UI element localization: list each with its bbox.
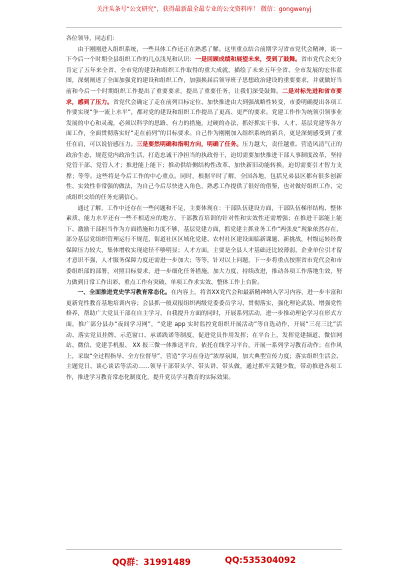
qq-contact-text: QQ:535304092 (224, 556, 296, 566)
footer-divider (66, 549, 342, 550)
highlight-pressure: 二是对标先进和省市要求，感到了压力。 (66, 88, 342, 106)
highlight-direction: 三是要然明确和指明方向，明确了任务。 (136, 141, 243, 148)
highlight-encouraged: 一是回顾成绩和展望未来，受到了鼓舞。 (195, 57, 301, 64)
section-text: 在内容上，将省XX党代会和最新精神纳入学习内容，进一步丰富和更新党性教育基地培训内容；会县抓一般双报组织两级党委委员学习、贯彻落实，强化理论武装、增强党性修养，帮助广大党员干部在自主学习、自我提升方面的同时，开展系列活动，进一步推动理论学习在形式方面，推广部分县办“夜间学习网”，“党建 app 实时监控党组织开展活动”等自选动作，开展“三亮三比”活动、落实党员挂牌、示范窗口、承诺践诺等制度，促进党员作用发挥；在平台上，发挥党建频道、微信网站、微信、党建手机报、 XX 报三微一体推送平台，依托在线学习平台，开展一系列学习教育动作；在作风上，采取“全过程指导、全方位督导”，营造“学习在身边”浓厚氛围，加大典型宣传力度；落实组织生活会、主题党日、谈心谈话等活动……领导干部带头学、带头讲、带头做，通过抓牢关键少数，带动推进各项工作，推进学习教育常态化制度化，提升党员学习教育的实际效果。 (66, 290, 342, 381)
qq-group-text: QQ群：31991489 (112, 558, 191, 568)
promo-banner (70, 6, 338, 14)
section-1 (66, 288, 342, 383)
paragraph-problems: 通过了解，工作中还存在一些问题和不足，主要体现在：干部队伍建设方面，干部队伍梯形结构、整体素质、能力水平还有一些不相适应的地方，干部教育培训的针对性和实效性还需增强；在推进干部能上能下、激励干部担当作为方面措施和力度不够，基层党建方面，抓党建主抓业务工作“两张皮”现象依然存在，部分基层党组织管理运行不规范，街道社区区域化党建、农村社区建设面临新课题、新挑战，村级运转经费保障压力较大，集体增收实现途径不够明显；人才方面，主要是全县人才基础还比较薄弱，企业单位引才留才意识不强，人才服务保障力度还需进一步加大；等等，针对以上问题，下一步将重点按照省市党代会和市委组织部的部署，对照目标要求，进一步细化任务措施，加大力度，持续改进，推动各项工作落地生效，努力做到日常工作出彩、重点工作有突破、单项工作求实效、整体工作上台阶。 (66, 205, 342, 286)
paragraph-intro (66, 45, 342, 204)
contact-footer (66, 556, 342, 568)
paragraph-text: 压力越大，责任越重。营造风清气正的政治生态，规范党内政治生活，打造忠诚干净担当的执政骨干，迫切需要加快推进干部人事制度改革，坚持党管干部、党管人才；推进能上能下；推动供给侧结构性改革、加快新旧动能转换，迫切需要引才智力支撑；等等。这些将是今后工作的中心重点。同时，根据平时了解，全国各地，包括兄弟县区都有很多创新性、实效性非常强的做法，为自己今后尽快进入角色，熟悉工作提供了很好的借鉴，也对做好组织工作、完成组织交给的任务充满信心。 (66, 141, 342, 201)
section-title: 一、全面推进党史学习教育常态化。 (77, 290, 171, 297)
header-divider (66, 27, 342, 28)
document-body (66, 34, 342, 384)
paragraph-text: 省党代会确定了走在前列目标定位、加快推进由大到强战略性转变，市委明确提出各项工作要实现“争一流上水平”，都对党的建设和组织工作提出了更高、更严的要求。党建工作作为统领引领事业发展的中心和灵魂，必须以科学的思路、有力的措施，过硬的办法，抓好抓实干事、人才、基层党建等各方面工作，全面贯彻落实好“走在前列”的目标要求。自己作为刚刚加入组织系统的新兵，更是深刻感受到了重任在肩，可以说倍感压力。 (66, 99, 342, 148)
paragraph-text: 由于刚刚进入组织系统，一些具体工作还正在熟悉了解。这里重点结合前期学习省市党代会精神，谈一下今后一个时期全县组织工作的几点浅见和认识： (66, 46, 342, 64)
promo-banner-line: 关注头条号“公文研究”，获得最新最全最专业的公文资料库！ 微信：gongwenyj (96, 6, 312, 13)
salutation: 各位领导，同志们： (66, 36, 119, 42)
paragraph-text: 省市党代会充分肯定了五年来全省、全市党的建设和组织工作取得的重大成就，描绘了未来五年全省、全市发展的宏伟蓝图，深刻阐述了全面加强党的建设和组织工作，加强换届后领导班子思想政治建设的重要要求，并就做好当前和今后一个时期组织工作提出了重要要求，提出了重要任务，让我们深受鼓舞。 (66, 57, 342, 95)
